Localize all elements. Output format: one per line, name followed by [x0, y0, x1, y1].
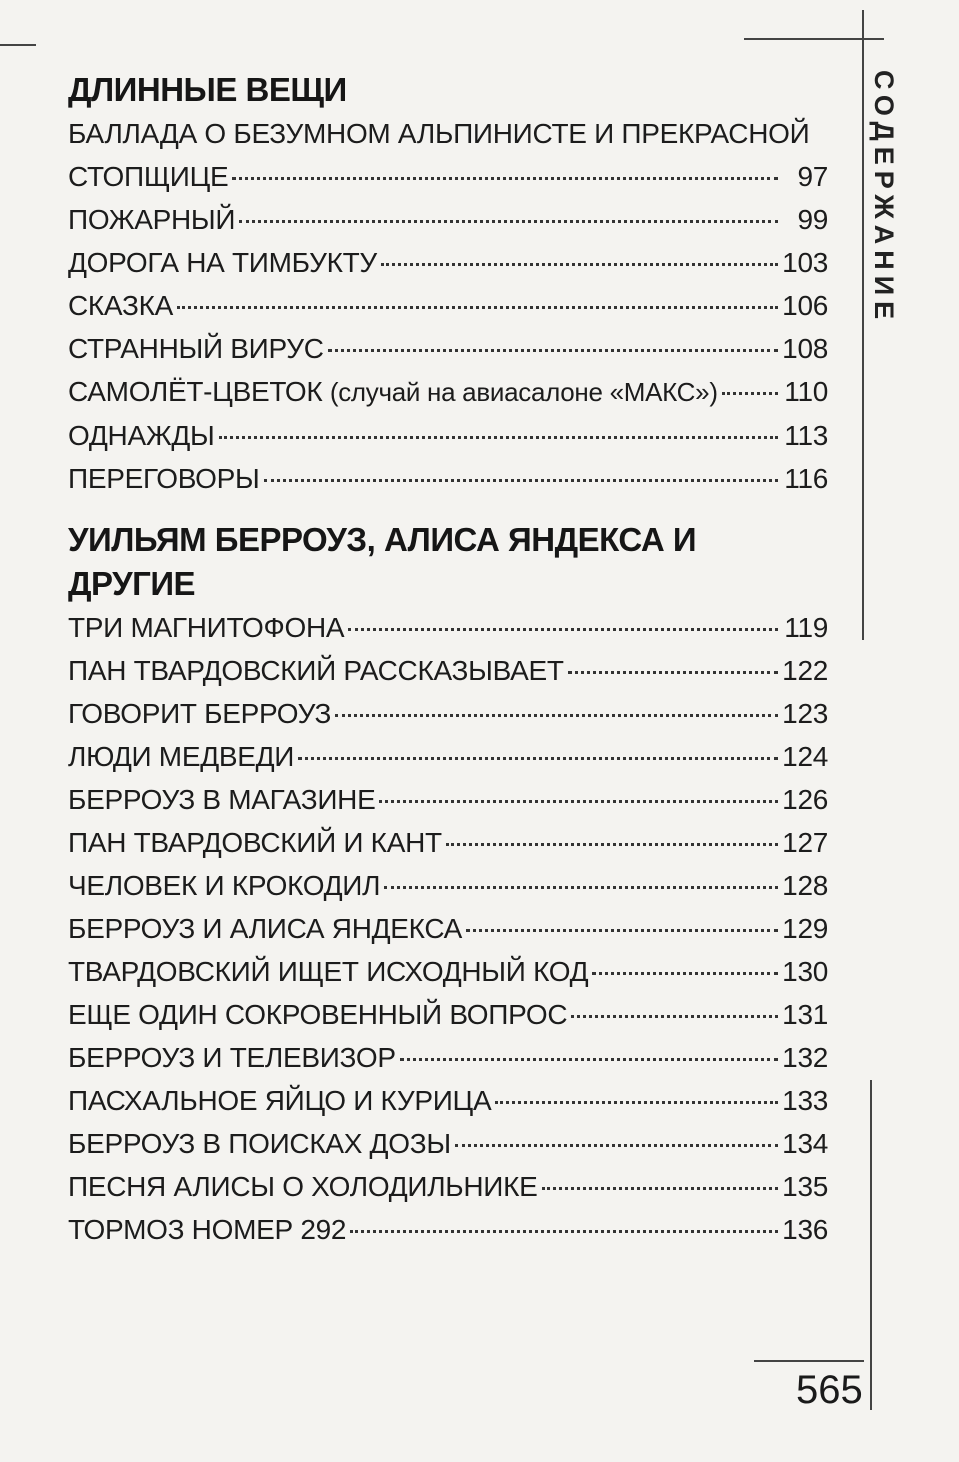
toc-entry-page: 122: [782, 655, 828, 686]
dot-leader: [384, 886, 778, 889]
dot-leader: [400, 1058, 778, 1061]
toc-entry-page: 123: [782, 698, 828, 729]
toc-entry-page: 106: [782, 290, 828, 321]
toc-entry-title: БЕРРОУЗ И ТЕЛЕВИЗОР: [68, 1042, 396, 1073]
toc-entry-title-line: БАЛЛАДА О БЕЗУМНОМ АЛЬПИНИСТЕ И ПРЕКРАСНОЙ: [68, 118, 810, 149]
toc-entry: [68, 1079, 828, 1122]
dot-leader: [239, 220, 778, 223]
dot-leader: [592, 972, 778, 975]
toc-entry-title: СКАЗКА: [68, 290, 173, 321]
toc-entry: [68, 606, 828, 649]
dot-leader: [232, 177, 778, 180]
toc-entry: [68, 1208, 828, 1251]
toc-entry-title: ОДНАЖДЫ: [68, 420, 215, 451]
toc-entry: [68, 993, 828, 1036]
dot-leader: [379, 800, 778, 803]
toc-entry: [68, 692, 828, 735]
dot-leader: [495, 1101, 778, 1104]
toc-entry-page: 128: [782, 870, 828, 901]
toc-entry-title: ПОЖАРНЫЙ: [68, 204, 236, 235]
toc-entry-page: 99: [797, 204, 828, 235]
dot-leader: [177, 306, 778, 309]
toc-entry: [68, 1122, 828, 1165]
toc-entry-title: ЛЮДИ МЕДВЕДИ: [68, 741, 295, 772]
toc-entry: [68, 457, 828, 500]
toc-entry-title: БЕРРОУЗ И АЛИСА ЯНДЕКСА: [68, 913, 463, 944]
toc-entry-page: 113: [784, 420, 828, 451]
toc-entry-page: 126: [782, 784, 828, 815]
toc-entry-title: СТОПЩИЦЕ: [68, 161, 229, 192]
toc-entry-title: ГОВОРИТ БЕРРОУЗ: [68, 698, 332, 729]
toc-entry-page: 133: [782, 1085, 828, 1116]
toc-entry-page: 110: [784, 376, 828, 407]
toc-entry: [68, 907, 828, 950]
toc-entry-title: [68, 370, 718, 414]
toc-entry: [68, 1165, 828, 1208]
toc-entry-page: 103: [782, 247, 828, 278]
toc-entry-page: 124: [782, 741, 828, 772]
running-head: СОДЕРЖАНИЕ: [869, 70, 899, 326]
toc-entry-title-main: САМОЛЁТ-ЦВЕТОК: [68, 376, 323, 407]
toc-entry-title: БЕРРОУЗ В ПОИСКАХ ДОЗЫ: [68, 1128, 451, 1159]
toc-entry-title: ТРИ МАГНИТОФОНА: [68, 612, 345, 643]
toc-entry-title: ЕЩЕ ОДИН СОКРОВЕННЫЙ ВОПРОС: [68, 999, 568, 1030]
dot-leader: [571, 1015, 778, 1018]
toc-entry: [68, 414, 828, 457]
dot-leader: [219, 436, 778, 439]
toc-entry: [68, 155, 828, 198]
dot-leader: [446, 843, 778, 846]
bottom-rule: [754, 1360, 864, 1362]
section-title: ДЛИННЫЕ ВЕЩИ: [68, 71, 347, 108]
toc-entry: [68, 864, 828, 907]
toc-entry: [68, 327, 828, 370]
toc-entry: [68, 1036, 828, 1079]
toc-entry-page: 135: [782, 1171, 828, 1202]
dot-leader: [568, 671, 778, 674]
dot-leader: [328, 349, 778, 352]
dot-leader: [264, 479, 778, 482]
dot-leader: [298, 757, 778, 760]
table-of-contents: [68, 68, 828, 1251]
dot-leader: [722, 392, 778, 395]
dot-leader: [542, 1187, 779, 1190]
toc-entry-page: 132: [782, 1042, 828, 1073]
toc-entry-page: 127: [782, 827, 828, 858]
top-left-rule: [0, 44, 36, 46]
toc-entry-title: ТОРМОЗ НОМЕР 292: [68, 1214, 347, 1245]
toc-entry-page: 131: [782, 999, 828, 1030]
toc-entry-title: ПЕСНЯ АЛИСЫ О ХОЛОДИЛЬНИКЕ: [68, 1171, 538, 1202]
toc-entry-title: БЕРРОУЗ В МАГАЗИНЕ: [68, 784, 376, 815]
toc-entry-page: 97: [797, 161, 828, 192]
dot-leader: [455, 1144, 778, 1147]
dot-leader: [335, 714, 778, 717]
toc-entry: [68, 735, 828, 778]
dot-leader: [348, 628, 778, 631]
toc-entry: [68, 284, 828, 327]
toc-entry-page: 136: [782, 1214, 828, 1245]
section-title: УИЛЬЯМ БЕРРОУЗ, АЛИСА ЯНДЕКСА И ДРУГИЕ: [68, 521, 697, 602]
toc-entry: [68, 241, 828, 284]
dot-leader: [381, 263, 778, 266]
toc-entry-page: 134: [782, 1128, 828, 1159]
side-rule-top: [862, 10, 864, 640]
toc-entry: [68, 778, 828, 821]
toc-entry-page: 108: [782, 333, 828, 364]
toc-entry-title: ПАН ТВАРДОВСКИЙ И КАНТ: [68, 827, 442, 858]
toc-entry: [68, 649, 828, 692]
toc-entry: [68, 950, 828, 993]
toc-entry-title: ЧЕЛОВЕК И КРОКОДИЛ: [68, 870, 381, 901]
side-rule-bottom: [870, 1080, 872, 1410]
toc-entry-subtitle: (случай на авиасалоне «МАКС»): [329, 377, 718, 407]
toc-entry-page: 129: [782, 913, 828, 944]
toc-entry-title: СТРАННЫЙ ВИРУС: [68, 333, 324, 364]
toc-entry-page: 116: [784, 463, 828, 494]
toc-entry-title: ПЕРЕГОВОРЫ: [68, 463, 260, 494]
page-number: 565: [796, 1368, 863, 1412]
toc-entry: [68, 821, 828, 864]
dot-leader: [350, 1230, 778, 1233]
toc-entry-page: 119: [784, 612, 828, 643]
toc-entry-title: ПАСХАЛЬНОЕ ЯЙЦО И КУРИЦА: [68, 1085, 492, 1116]
toc-entry: [68, 198, 828, 241]
dot-leader: [466, 929, 778, 932]
toc-entry-title: ТВАРДОВСКИЙ ИЩЕТ ИСХОДНЫЙ КОД: [68, 956, 589, 987]
toc-entry-title: ДОРОГА НА ТИМБУКТУ: [68, 247, 377, 278]
toc-entry: [68, 370, 828, 414]
toc-entry-title: ПАН ТВАРДОВСКИЙ РАССКАЗЫВАЕТ: [68, 655, 564, 686]
toc-entry-page: 130: [782, 956, 828, 987]
section-gap: [68, 500, 828, 518]
